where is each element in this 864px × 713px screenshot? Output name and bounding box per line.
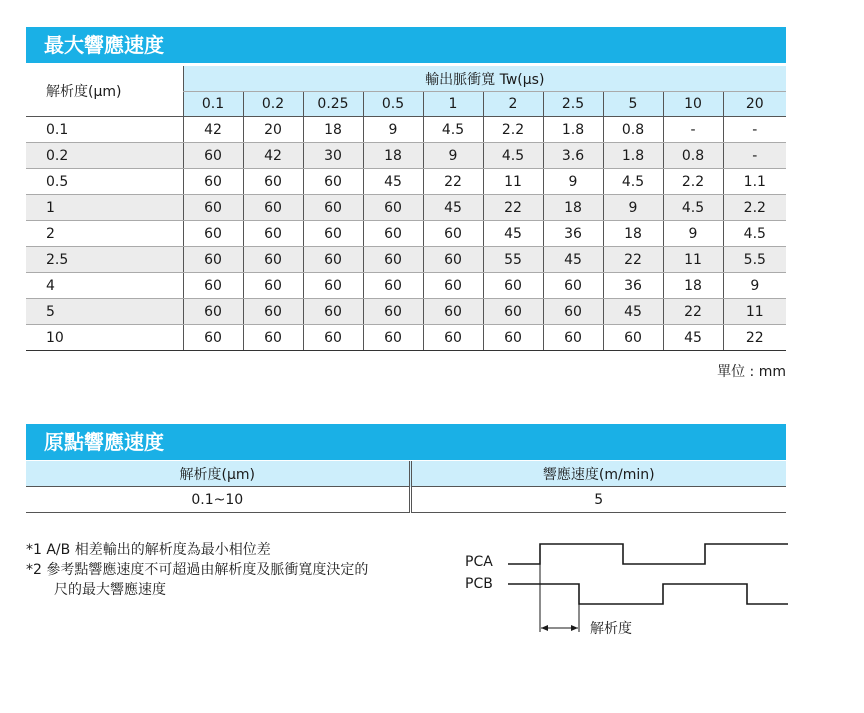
resolution-value: 0.2: [26, 143, 183, 169]
speed-cell: 60: [303, 221, 363, 247]
pcb-label: PCB: [465, 576, 493, 592]
speed-cell: 60: [243, 195, 303, 221]
speed-cell: 60: [303, 299, 363, 325]
footnotes: [26, 540, 368, 600]
speed-cell: 60: [423, 247, 483, 273]
footnote-2-line-2: 尺的最大響應速度: [54, 582, 166, 598]
speed-cell: 18: [363, 143, 423, 169]
speed-cell: 60: [303, 247, 363, 273]
pulse-width-col-header: 20: [723, 92, 786, 117]
speed-cell: 36: [543, 221, 603, 247]
resolution-value: 5: [26, 299, 183, 325]
speed-cell: 9: [723, 273, 786, 299]
resolution-value: 0.1: [26, 117, 183, 143]
speed-cell: 60: [183, 143, 243, 169]
speed-cell: 30: [303, 143, 363, 169]
speed-cell: 0.8: [603, 117, 663, 143]
resolution-header: 解析度(µm): [26, 66, 183, 117]
speed-cell: 60: [423, 325, 483, 351]
resolution-value: 2.5: [26, 247, 183, 273]
speed-cell: 60: [183, 169, 243, 195]
resolution-value: 10: [26, 325, 183, 351]
resolution-value: 1: [26, 195, 183, 221]
resolution-value: 4: [26, 273, 183, 299]
speed-cell: 60: [543, 273, 603, 299]
speed-cell: 60: [483, 299, 543, 325]
speed-cell: 9: [663, 221, 723, 247]
speed-cell: 60: [423, 299, 483, 325]
footnote-2-line-1: *2 參考點響應速度不可超過由解析度及脈衝寬度決定的: [26, 562, 369, 578]
speed-cell: 18: [303, 117, 363, 143]
speed-cell: 1.8: [543, 117, 603, 143]
speed-cell: 22: [723, 325, 786, 351]
speed-cell: 5.5: [723, 247, 786, 273]
speed-cell: 60: [243, 221, 303, 247]
speed-cell: 55: [483, 247, 543, 273]
speed-cell: 22: [663, 299, 723, 325]
speed-cell: 4.5: [483, 143, 543, 169]
speed-cell: -: [723, 117, 786, 143]
speed-cell: 60: [183, 325, 243, 351]
speed-cell: 60: [303, 325, 363, 351]
resolution-label: 解析度: [590, 621, 632, 637]
speed-cell: 60: [423, 221, 483, 247]
section-title-origin-response-speed: 原點響應速度: [26, 424, 786, 460]
speed-cell: 9: [423, 143, 483, 169]
speed-cell: 60: [183, 195, 243, 221]
pulse-width-col-header: 2.5: [543, 92, 603, 117]
speed-cell: 45: [663, 325, 723, 351]
speed-cell: 60: [603, 325, 663, 351]
speed-cell: 42: [243, 143, 303, 169]
speed-cell: 9: [543, 169, 603, 195]
pulse-width-col-header: 5: [603, 92, 663, 117]
speed-cell: 18: [603, 221, 663, 247]
resolution-arrowhead-right: [571, 625, 578, 631]
speed-cell: 22: [603, 247, 663, 273]
speed-cell: 60: [243, 273, 303, 299]
speed-cell: 60: [303, 273, 363, 299]
speed-cell: 60: [183, 273, 243, 299]
resolution-arrowhead-left: [541, 625, 548, 631]
resolution-value: 0.5: [26, 169, 183, 195]
speed-cell: 22: [483, 195, 543, 221]
speed-cell: 22: [423, 169, 483, 195]
speed-cell: 60: [363, 195, 423, 221]
speed-cell: 60: [363, 247, 423, 273]
origin-resolution-header: 解析度(µm): [26, 461, 410, 487]
pulse-width-col-header: 0.25: [303, 92, 363, 117]
speed-cell: 60: [543, 299, 603, 325]
speed-cell: 60: [243, 299, 303, 325]
speed-cell: 11: [663, 247, 723, 273]
phase-timing-diagram: [460, 535, 790, 645]
speed-cell: 42: [183, 117, 243, 143]
speed-cell: 60: [303, 195, 363, 221]
speed-cell: 2.2: [663, 169, 723, 195]
speed-cell: 1.1: [723, 169, 786, 195]
pulse-width-col-header: 0.1: [183, 92, 243, 117]
table-row: [26, 247, 786, 273]
pulse-width-col-header: 0.2: [243, 92, 303, 117]
speed-cell: 4.5: [663, 195, 723, 221]
pulse-width-col-header: 1: [423, 92, 483, 117]
pulse-width-header: 輸出脈衝寬 Tw(µs): [183, 66, 786, 92]
speed-cell: 60: [363, 325, 423, 351]
speed-cell: 60: [183, 299, 243, 325]
resolution-value: 2: [26, 221, 183, 247]
speed-cell: 60: [483, 325, 543, 351]
speed-cell: 60: [363, 273, 423, 299]
table-row: [26, 221, 786, 247]
speed-cell: 45: [603, 299, 663, 325]
speed-cell: 9: [603, 195, 663, 221]
pca-label: PCA: [465, 554, 493, 570]
speed-cell: 60: [183, 247, 243, 273]
speed-cell: 60: [183, 221, 243, 247]
speed-cell: 18: [663, 273, 723, 299]
speed-cell: 60: [363, 299, 423, 325]
speed-cell: 45: [483, 221, 543, 247]
speed-cell: 1.8: [603, 143, 663, 169]
speed-cell: 11: [483, 169, 543, 195]
speed-cell: 60: [363, 221, 423, 247]
speed-cell: 4.5: [723, 221, 786, 247]
speed-cell: 45: [543, 247, 603, 273]
speed-cell: 18: [543, 195, 603, 221]
speed-cell: -: [723, 143, 786, 169]
speed-cell: 60: [483, 273, 543, 299]
speed-cell: 60: [303, 169, 363, 195]
speed-cell: 60: [543, 325, 603, 351]
table-row: [26, 117, 786, 143]
pca-waveform: [508, 544, 788, 564]
speed-cell: 45: [423, 195, 483, 221]
speed-cell: 60: [243, 169, 303, 195]
table-row: [26, 299, 786, 325]
speed-cell: 0.8: [663, 143, 723, 169]
table-row: [26, 325, 786, 351]
table-row: [26, 195, 786, 221]
speed-cell: 3.6: [543, 143, 603, 169]
pulse-width-col-header: 2: [483, 92, 543, 117]
speed-cell: 60: [243, 247, 303, 273]
speed-cell: 36: [603, 273, 663, 299]
origin-speed-header: 響應速度(m/min): [410, 461, 786, 487]
speed-cell: 2.2: [723, 195, 786, 221]
origin-resolution-value: 0.1~10: [26, 487, 410, 513]
max-response-speed-table: [26, 66, 786, 351]
speed-cell: 9: [363, 117, 423, 143]
origin-speed-value: 5: [410, 487, 786, 513]
speed-cell: 2.2: [483, 117, 543, 143]
speed-cell: 45: [363, 169, 423, 195]
speed-cell: 60: [243, 325, 303, 351]
speed-cell: 20: [243, 117, 303, 143]
speed-cell: 4.5: [603, 169, 663, 195]
speed-cell: 60: [423, 273, 483, 299]
table-row: [26, 273, 786, 299]
speed-cell: 4.5: [423, 117, 483, 143]
speed-cell: -: [663, 117, 723, 143]
table-row: [26, 169, 786, 195]
footnote-1: *1 A/B 相差輸出的解析度為最小相位差: [26, 542, 271, 558]
origin-response-speed-table: [26, 461, 786, 513]
speed-cell: 11: [723, 299, 786, 325]
table-row: [26, 143, 786, 169]
pulse-width-col-header: 0.5: [363, 92, 423, 117]
pulse-width-col-header: 10: [663, 92, 723, 117]
section-title-max-response-speed: 最大響應速度: [26, 27, 786, 63]
unit-label: 單位 : mm: [717, 364, 786, 380]
pcb-waveform: [508, 584, 788, 604]
